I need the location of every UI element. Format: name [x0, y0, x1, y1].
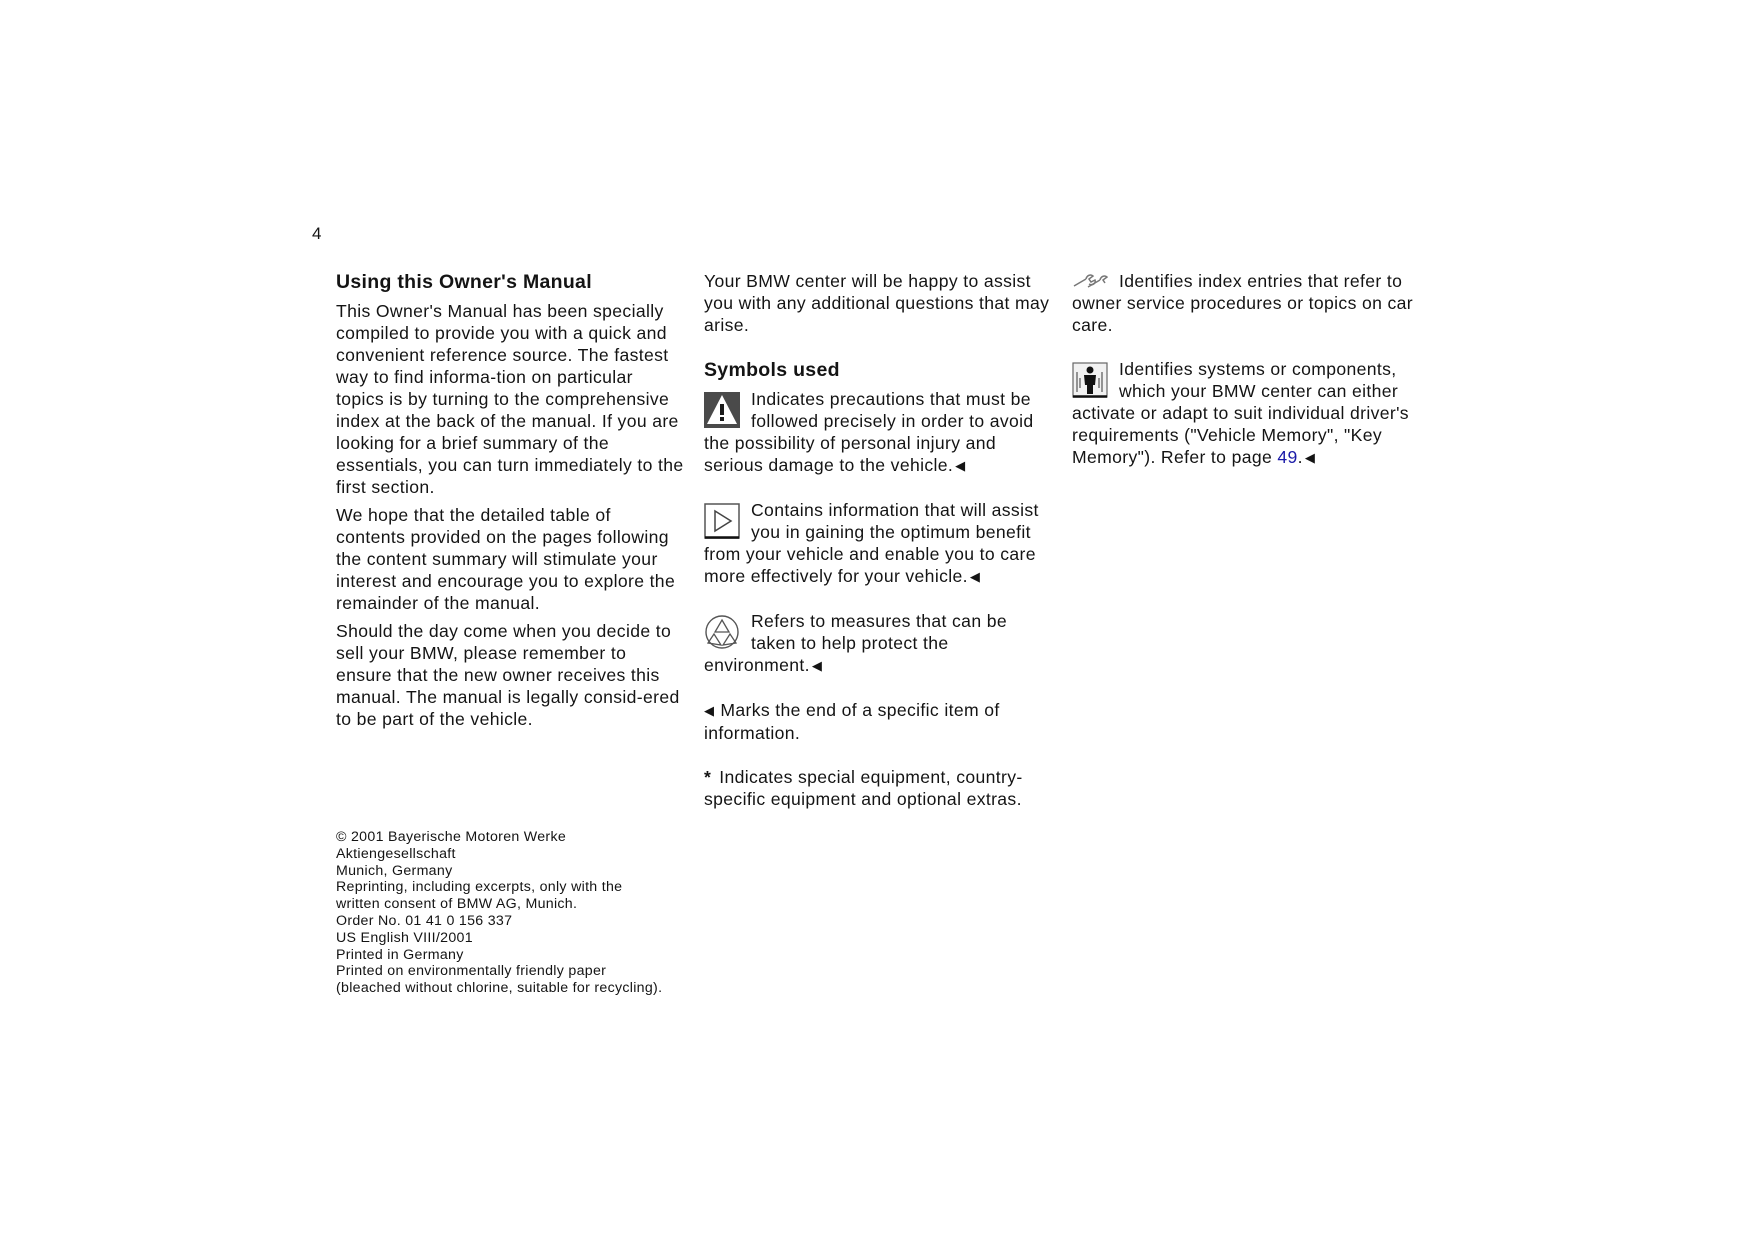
wrench-icon: [1072, 271, 1108, 291]
section-title-owners-manual: Using this Owner's Manual: [336, 271, 592, 293]
symbol-adaptation-text: Identifies systems or components, which your BMW center can either activate or adapt to suit individual driver's requirements ("Vehicle Memory", "Key Memory"). Refer to: [1072, 359, 1409, 467]
symbol-item-info: [704, 499, 1052, 588]
symbol-service-text: Identifies index entries that refer to owner service procedures or topics on car care.: [1072, 271, 1413, 335]
imprint-line: (bleached without chlorine, suitable for recycling).: [336, 980, 663, 997]
end-marker-icon: ◀: [811, 658, 823, 673]
symbol-item-end: [704, 699, 1052, 744]
index-symbols-column: [1072, 270, 1420, 491]
symbols-column: [704, 270, 1052, 832]
asterisk-marker: *: [704, 767, 712, 787]
imprint-line: Reprinting, including excerpts, only with the: [336, 879, 623, 896]
imprint-line: Aktiengesellschaft: [336, 845, 456, 862]
symbol-warning-text: Indicates precautions that must be followed precisely in order to avoid the possibility of personal injury and serious damage to the vehicle.: [704, 389, 1034, 475]
section-title-symbols: Symbols used: [704, 359, 840, 381]
warning-triangle-icon: [704, 392, 740, 428]
symbol-item-environment: [704, 610, 1052, 677]
symbol-environment-text: Refers to measures that can be taken to help protect the environment.: [704, 611, 1007, 675]
symbol-item-warning: [704, 388, 1052, 477]
intro-paragraph: This Owner's Manual has been specially compiled to provide you with a quick and convenient reference source. The fastest way to find informa-tion on particular topics is by turning to the comprehensive index at the back of the manual. If you are looking for a brief summary of the essentials, you can turn immediately to the first section.: [336, 301, 684, 497]
page-number: 4: [312, 224, 322, 243]
imprint-block: [336, 829, 716, 997]
end-marker-icon: ◀: [704, 703, 715, 718]
intro-paragraph: Should the day come when you decide to sell your BMW, please remember to ensure that the new owner receives this manual. The manual is legally consid-ered to be part of the vehicle.: [336, 621, 680, 729]
imprint-line: Printed in Germany: [336, 946, 464, 963]
end-marker-icon: ◀: [1304, 450, 1316, 465]
symbol-end-text: Marks the end of a specific item of information.: [704, 700, 1000, 743]
imprint-line: US English VIII/2001: [336, 929, 473, 946]
imprint-line: © 2001 Bayerische Motoren Werke: [336, 829, 567, 845]
imprint-line: Order No. 01 41 0 156 337: [336, 912, 513, 929]
imprint-line: Printed on environmentally friendly paper: [336, 963, 607, 980]
symbol-item-special-equipment: [704, 766, 1052, 810]
symbol-item-service: [1072, 270, 1420, 336]
intro-column: [336, 270, 684, 736]
imprint-line: written consent of BMW AG, Munich.: [336, 896, 578, 913]
person-icon: [1072, 362, 1108, 398]
page-reference-prefix: page: [1231, 447, 1273, 467]
recycle-icon: [704, 614, 740, 650]
end-marker-icon: ◀: [955, 458, 966, 473]
symbol-special-equipment-text: Indicates special equipment, country-specific equipment and optional extras.: [704, 767, 1023, 809]
symbol-item-adaptation: [1072, 358, 1420, 469]
service-paragraph: Your BMW center will be happy to assist you with any additional questions that may arise.: [704, 271, 1050, 335]
imprint-line: Munich, Germany: [336, 862, 453, 879]
intro-paragraph: We hope that the detailed table of contents provided on the pages following the content summary will stimulate your interest and encourage you to explore the remainder of the manual.: [336, 505, 676, 613]
play-arrow-icon: [704, 503, 740, 539]
end-marker-icon: ◀: [969, 569, 981, 584]
page-reference-link[interactable]: 49: [1277, 447, 1298, 467]
page-reference-suffix: .: [1297, 447, 1303, 467]
symbol-info-text: Contains information that will assist you in gaining the optimum benefit from your vehicle and enable you to care more effectively for your vehicle.: [704, 500, 1039, 586]
